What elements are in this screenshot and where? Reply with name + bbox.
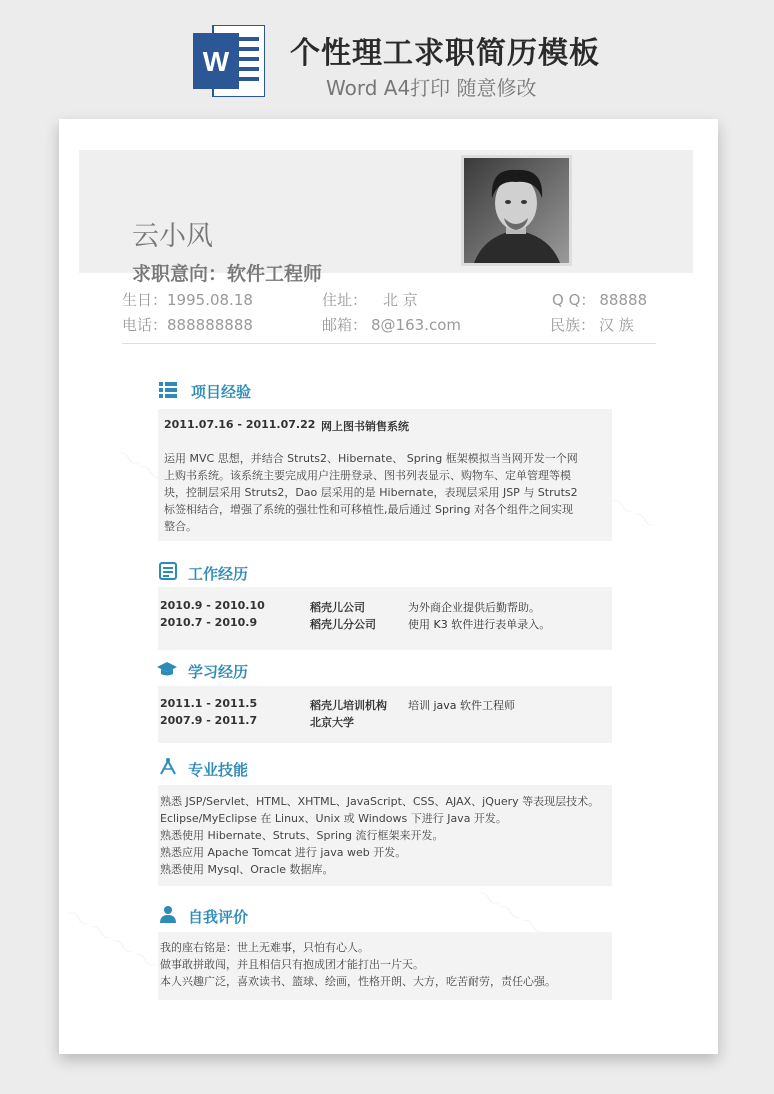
project-line: 块，控制层采用 Struts2，Dao 层采用的是 Hibernate，表现层采用 JSP 与 Struts2 [164,486,578,499]
project-line: 标签相结合，增强了系统的强壮性和可移植性,最后通过 Spring 对各个组件之间实现 [164,503,573,516]
education-description: 培训 java 软件工程师 [408,699,516,712]
project-line: 整合。 [164,520,197,533]
birth-info [122,289,253,310]
work-period: 2010.7 - 2010.9 [160,616,258,629]
phone-value: 888888888 [167,316,253,334]
section-title-self: 自我评价 [188,908,249,926]
self-evaluation [160,939,556,990]
header-band [79,150,693,273]
work-company: 稻壳儿公司 [310,601,365,614]
skill-line: 熟悉使用 Mysql、Oracle 数据库。 [160,863,334,876]
qq-label: Q Q： [552,291,596,309]
skill-line: 熟悉 JSP/Servlet、HTML、XHTML、JavaScript、CSS、AJAX、jQuery 等表现层技术。 [160,795,600,808]
project-name: 网上图书销售系统 [321,420,409,433]
compass-tool-icon [159,757,177,775]
project-line: 运用 MVC 思想，并结合 Struts2、Hibernate、 Spring 框架模拟当当网开发一个网 [164,452,578,465]
job-intent: 求职意向：软件工程师 [132,263,323,285]
email-info [322,314,461,335]
list-icon [159,381,177,399]
section-title-education: 学习经历 [188,663,249,681]
briefcase-card-icon [159,562,177,580]
education-school: 北京大学 [310,716,354,729]
email-label: 邮箱： [322,316,368,334]
email-value: 8@163.com [371,316,461,334]
education-box [158,686,612,743]
work-description: 为外商企业提供后勤帮助。 [408,601,540,614]
qq-info [552,289,647,310]
work-description: 使用 K3 软件进行表单录入。 [408,618,551,631]
work-box [158,587,612,650]
word-document-icon [193,25,265,97]
section-title-skills: 专业技能 [188,761,249,779]
birth-label: 生日： [122,291,168,309]
banner-title: 个性理工求职简历模板 [290,36,600,71]
project-box [158,409,612,541]
education-school: 稻壳儿培训机构 [310,699,387,712]
self-box [158,932,612,1000]
address-label: 住址： [322,291,368,309]
section-title-project: 项目经验 [191,383,252,401]
project-line: 上购书系统。该系统主要完成用户注册登录、图书列表显示、购物车、定单管理等模 [164,469,571,482]
self-line: 本人兴趣广泛，喜欢读书、篮球、绘画，性格开朗、大方，吃苦耐劳，责任心强。 [160,975,556,988]
phone-label: 电话： [122,316,168,334]
education-period: 2011.1 - 2011.5 [160,697,258,710]
address-info [322,289,418,310]
work-period: 2010.9 - 2010.10 [160,599,265,612]
graduation-cap-icon [156,660,178,678]
svg-text:W: W [202,46,230,77]
skill-line: 熟悉使用 Hibernate、Struts、Spring 流行框架来开发。 [160,829,444,842]
divider [122,343,656,344]
ethnic-info [550,314,634,335]
section-title-work: 工作经历 [188,565,249,583]
address-value: 北 京 [383,291,418,309]
phone-info [122,314,253,335]
ethnic-label: 民族： [550,316,596,334]
ethnic-value: 汉 族 [599,316,634,334]
skill-line: 熟悉应用 Apache Tomcat 进行 java web 开发。 [160,846,407,859]
skills-list [160,793,599,878]
candidate-name: 云小风 [132,221,213,252]
birth-value: 1995.08.18 [167,291,253,309]
banner-subtitle: Word A4打印 随意修改 [326,76,537,100]
self-line: 做事敢拼敢闯，并且相信只有抱成团才能打出一片天。 [160,958,424,971]
profile-photo [461,155,572,266]
qq-value: 88888 [599,291,648,309]
skill-line: Eclipse/MyEclipse 在 Linux、Unix 或 Windows 下进行 Java 开发。 [160,812,507,825]
project-period: 2011.07.16 - 2011.07.22 [164,418,316,431]
work-company: 稻壳儿分公司 [310,618,376,631]
self-line: 我的座右铭是：世上无难事，只怕有心人。 [160,941,369,954]
person-icon [159,905,177,923]
education-period: 2007.9 - 2011.7 [160,714,258,727]
project-description [164,450,578,535]
skills-box [158,785,612,886]
